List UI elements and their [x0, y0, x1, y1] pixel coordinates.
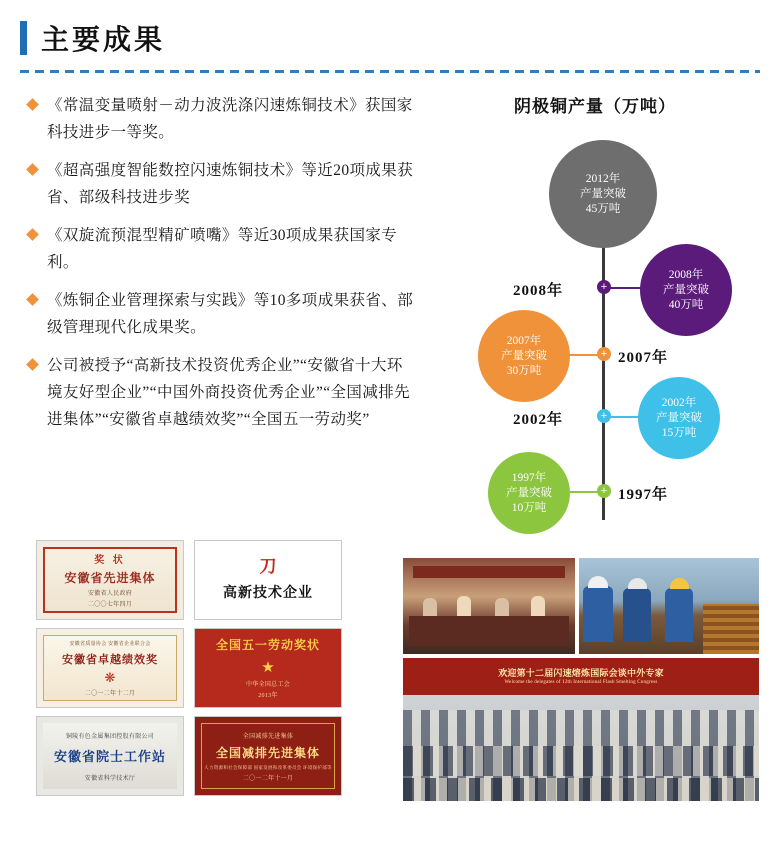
- bubble-year: 2012年: [585, 172, 621, 185]
- bubble-value: 10万吨: [511, 501, 547, 514]
- bubble-year: 1997年: [511, 471, 547, 484]
- bubble-text: 产量突破: [506, 486, 552, 499]
- achievement-text: 公司被授予“高新技术投资优秀企业”“安徽省十大环境友好型企业”“中国外商投资优秀企业”“全国减排先进集体”“安徽省卓越绩效奖”“全国五一劳动奖”: [47, 357, 411, 428]
- diamond-bullet-icon: [26, 163, 39, 176]
- bubble-text: 产量突破: [501, 349, 547, 362]
- list-item: [28, 352, 418, 433]
- certificate-card: [194, 716, 342, 796]
- axis-node-2008: +: [597, 280, 611, 294]
- certificate-issuer-top: 全国减排先进集体: [242, 734, 294, 741]
- certificate-title: 全国五一劳动奖状: [215, 638, 320, 653]
- certificate-date: 二〇一二年十一月: [242, 776, 294, 783]
- milestone-bubble-2007: [478, 310, 570, 402]
- certificate-title: 全国减排先进集体: [215, 746, 320, 761]
- group-photo: [403, 658, 759, 801]
- bubble-year: 2007年: [506, 334, 542, 347]
- workers-site-photo: [579, 558, 759, 654]
- certificate-date: 安徽省科学技术厅: [84, 776, 136, 783]
- bubble-value: 15万吨: [661, 426, 697, 439]
- bubble-value: 45万吨: [585, 202, 621, 215]
- conference-room-photo: [403, 558, 575, 654]
- chart-title: 阴极铜产量（万吨）: [514, 97, 676, 116]
- certificate-title: 安徽省先进集体: [64, 571, 156, 586]
- certificate-title: 高新技术企业: [223, 585, 313, 601]
- photo-caption: 欢迎第十二届闪速熔炼国际会谈中外专家: [498, 668, 664, 678]
- photo-caption-en: Welcome the delegates of 12th International Flash Smelting Congress: [504, 680, 658, 685]
- bubble-text: 产量突破: [656, 411, 702, 424]
- cathode-copper-output-chart: [430, 92, 760, 532]
- certificate-card: [36, 540, 184, 620]
- certificate-issuer: 安徽省质量协会 安徽省企业联合会: [69, 642, 151, 648]
- page-title: 主要成果: [41, 25, 166, 56]
- milestone-bubble-2002: [638, 377, 720, 459]
- header-divider: [20, 70, 760, 73]
- certificate-date: 二〇一二年十二月: [84, 691, 136, 698]
- milestone-bubble-2008: [640, 244, 732, 336]
- certificate-issuer: 安徽省人民政府: [87, 591, 133, 598]
- axis-node-2002: +: [597, 409, 611, 423]
- bubble-text: 产量突破: [663, 283, 709, 296]
- achievement-text: 《常温变量喷射－动力波洗涤闪速炼铜技术》获国家科技进步一等奖。: [47, 97, 413, 141]
- bubble-year: 2008年: [668, 268, 704, 281]
- axis-year-2007: 2007年: [618, 350, 669, 366]
- list-item: [28, 222, 418, 276]
- diamond-bullet-icon: [26, 293, 39, 306]
- axis-year-2008: 2008年: [513, 283, 564, 299]
- achievement-text: 《炼铜企业管理探索与实践》等10多项成果获省、部级管理现代化成果奖。: [47, 292, 414, 336]
- certificate-issuer: 人力资源和社会保障部 国家发展和改革委员会 环境保护部等: [204, 765, 332, 771]
- certificate-issuer: 铜陵有色金属集团控股有限公司: [65, 734, 155, 741]
- certificate-card: [36, 628, 184, 708]
- seal-icon: ❋: [104, 670, 116, 686]
- diamond-bullet-icon: [26, 358, 39, 371]
- page-header: [20, 18, 165, 58]
- milestone-bubble-1997: [488, 452, 570, 534]
- bubble-year: 2002年: [661, 396, 697, 409]
- certificate-card: [194, 540, 342, 620]
- certificate-title: 安徽省卓越绩效奖: [62, 654, 158, 667]
- certificate-date: 二〇〇七年四月: [87, 602, 133, 609]
- certificate-card: [36, 716, 184, 796]
- certificate-card: [194, 628, 342, 708]
- bubble-value: 30万吨: [506, 364, 542, 377]
- certificate-title: 安徽省院士工作站: [53, 749, 166, 765]
- certificate-issuer: 中华全国总工会: [245, 682, 291, 689]
- axis-node-1997: +: [597, 484, 611, 498]
- axis-year-1997: 1997年: [618, 487, 669, 503]
- achievement-text: 《双旋流预混型精矿喷嘴》等近30项成果获国家专利。: [47, 227, 398, 271]
- list-item: [28, 92, 418, 146]
- certificate-date: 2013年: [258, 693, 278, 700]
- axis-node-2007: +: [597, 347, 611, 361]
- list-item: [28, 157, 418, 211]
- diamond-bullet-icon: [26, 98, 39, 111]
- emblem-icon: ★: [261, 660, 275, 677]
- diamond-bullet-icon: [26, 228, 39, 241]
- achievement-text: 《超高强度智能数控闪速炼铜技术》等近20项成果获省、部级科技进步奖: [47, 162, 414, 206]
- bubble-value: 40万吨: [668, 298, 704, 311]
- bubble-text: 产量突破: [580, 187, 626, 200]
- header-accent-bar: [20, 21, 27, 55]
- milestone-bubble-2012: [549, 140, 657, 248]
- list-item: [28, 287, 418, 341]
- axis-year-2002: 2002年: [513, 412, 564, 428]
- achievements-list: [28, 92, 418, 444]
- certificate-badge: 奖 状: [94, 555, 126, 567]
- company-logo-icon: 刀: [259, 556, 277, 576]
